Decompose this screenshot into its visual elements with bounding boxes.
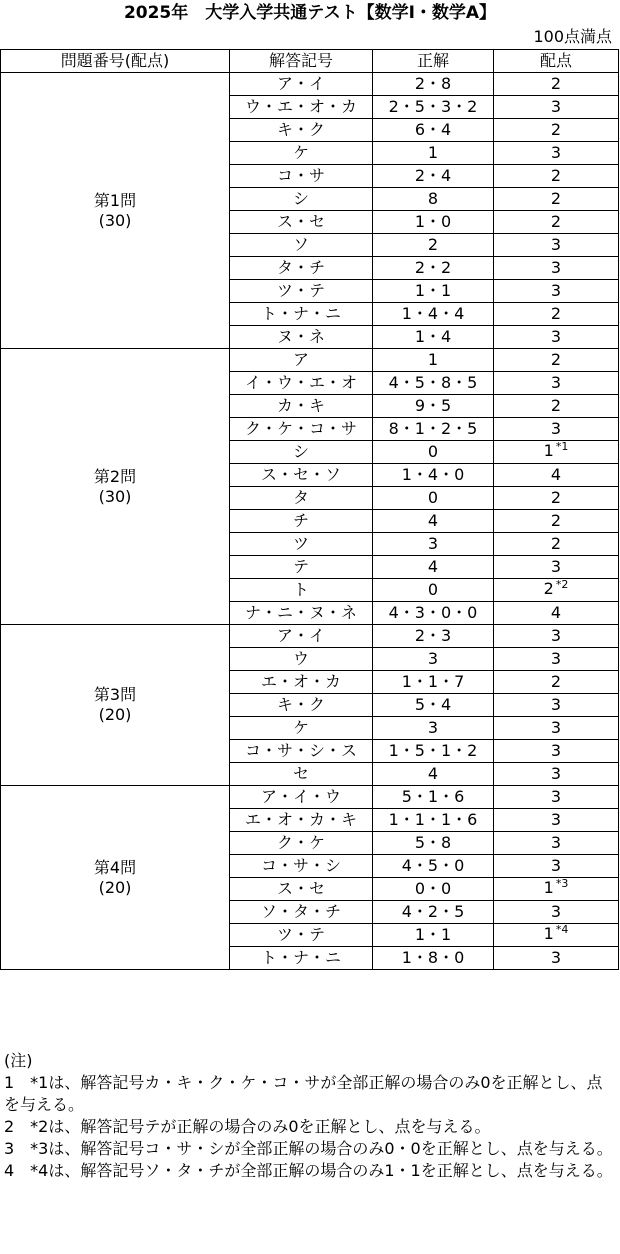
points-cell — [494, 464, 619, 487]
correct-answer-cell: 0 — [373, 441, 494, 464]
header-row — [1, 50, 619, 73]
points-cell — [494, 648, 619, 671]
correct-answer-cell: 2・4 — [373, 165, 494, 188]
correct-answer-cell: 6・4 — [373, 119, 494, 142]
correct-answer-cell: 2・3 — [373, 625, 494, 648]
correct-answer-cell: 2・5・3・2 — [373, 96, 494, 119]
points-value: 3 — [550, 97, 562, 116]
points-cell — [494, 165, 619, 188]
points-value: 3 — [550, 281, 562, 300]
full-score-label: 100点満点 — [533, 27, 612, 46]
header-points: 配点 — [494, 50, 619, 73]
points-value: 2 — [550, 511, 562, 530]
correct-answer-cell: 0 — [373, 487, 494, 510]
points-cell — [494, 119, 619, 142]
footnote-marker: *3 — [555, 877, 569, 890]
correct-answer-cell: 4・2・5 — [373, 901, 494, 924]
answer-symbol-cell: ア・イ・ウ — [230, 786, 373, 809]
correct-answer-cell: 8・1・2・5 — [373, 418, 494, 441]
header-question: 問題番号(配点) — [1, 50, 230, 73]
footnote-marker: *1 — [555, 440, 569, 453]
points-cell — [494, 579, 619, 602]
correct-answer-cell: 4 — [373, 510, 494, 533]
answer-symbol-cell: キ・ク — [230, 694, 373, 717]
points-value: 3 — [550, 258, 562, 277]
points-cell — [494, 96, 619, 119]
question-label: 第3問 — [93, 685, 137, 704]
question-label: 第1問 — [93, 190, 137, 210]
footnote-marker: *4 — [555, 923, 569, 936]
answer-symbol-cell: ト・ナ・ニ — [230, 947, 373, 970]
answer-symbol-cell: コ・サ・シ — [230, 855, 373, 878]
question-cell — [1, 786, 230, 970]
correct-answer-cell: 1・1 — [373, 280, 494, 303]
correct-answer-cell: 1 — [373, 349, 494, 372]
points-cell — [494, 188, 619, 211]
points-cell — [494, 142, 619, 165]
points-value: 2 — [550, 189, 562, 208]
correct-answer-cell: 1・5・1・2 — [373, 740, 494, 763]
answer-symbol-cell: ク・ケ — [230, 832, 373, 855]
points-cell — [494, 832, 619, 855]
footnote-marker: *2 — [555, 578, 569, 591]
points-cell — [494, 234, 619, 257]
correct-answer-cell: 2 — [373, 234, 494, 257]
answer-symbol-cell: ア・イ — [230, 625, 373, 648]
correct-answer-cell: 1・0 — [373, 211, 494, 234]
answer-symbol-cell: ウ — [230, 648, 373, 671]
question-points: (20) — [98, 705, 132, 724]
question-cell — [1, 625, 230, 786]
points-cell — [494, 809, 619, 832]
answer-key-body — [1, 73, 619, 970]
table-row — [1, 349, 619, 372]
points-value: 4 — [550, 465, 562, 484]
question-cell — [1, 73, 230, 349]
correct-answer-cell: 1・1 — [373, 924, 494, 947]
answer-symbol-cell: ツ・テ — [230, 280, 373, 303]
answer-symbol-cell: エ・オ・カ・キ — [230, 809, 373, 832]
points-cell — [494, 671, 619, 694]
points-cell — [494, 211, 619, 234]
points-cell — [494, 326, 619, 349]
points-cell — [494, 602, 619, 625]
answer-symbol-cell: ス・セ — [230, 878, 373, 901]
points-cell — [494, 878, 619, 901]
correct-answer-cell: 5・1・6 — [373, 786, 494, 809]
correct-answer-cell: 8 — [373, 188, 494, 211]
notes-heading: (注) — [4, 1051, 33, 1070]
points-value: 2 — [550, 166, 562, 185]
answer-symbol-cell: コ・サ・シ・ス — [230, 740, 373, 763]
correct-answer-cell: 1・4・4 — [373, 303, 494, 326]
points-value: 3 — [550, 787, 562, 806]
points-cell — [494, 786, 619, 809]
note-item-4: 4 *4は、解答記号ソ・タ・チが全部正解の場合のみ1・1を正解とし、点を与える。 — [4, 1161, 613, 1180]
points-value: 3 — [550, 741, 562, 760]
points-value: 3 — [550, 948, 562, 967]
points-value: 1 — [543, 441, 554, 460]
points-value: 3 — [550, 695, 562, 714]
note-item-3: 3 *3は、解答記号コ・サ・シが全部正解の場合のみ0・0を正解とし、点を与える。 — [4, 1139, 613, 1158]
points-cell — [494, 763, 619, 786]
points-value: 2 — [543, 579, 554, 598]
points-value: 3 — [550, 649, 562, 668]
points-value: 2 — [550, 304, 562, 323]
points-cell — [494, 372, 619, 395]
answer-symbol-cell: ア・イ — [230, 73, 373, 96]
answer-symbol-cell: シ — [230, 441, 373, 464]
points-cell — [494, 349, 619, 372]
correct-answer-cell: 4・3・0・0 — [373, 602, 494, 625]
points-value: 3 — [550, 235, 562, 254]
table-row — [1, 625, 619, 648]
points-cell — [494, 740, 619, 763]
correct-answer-cell: 1・4・0 — [373, 464, 494, 487]
points-cell — [494, 510, 619, 533]
correct-answer-cell: 1・4 — [373, 326, 494, 349]
correct-answer-cell: 5・4 — [373, 694, 494, 717]
correct-answer-cell: 9・5 — [373, 395, 494, 418]
answer-symbol-cell: ヌ・ネ — [230, 326, 373, 349]
answer-symbol-cell: セ — [230, 763, 373, 786]
correct-answer-cell: 1・1・7 — [373, 671, 494, 694]
points-value: 3 — [550, 833, 562, 852]
answer-symbol-cell: ソ・タ・チ — [230, 901, 373, 924]
answer-symbol-cell: イ・ウ・エ・オ — [230, 372, 373, 395]
correct-answer-cell: 3 — [373, 717, 494, 740]
points-cell — [494, 855, 619, 878]
points-cell — [494, 901, 619, 924]
correct-answer-cell: 4 — [373, 556, 494, 579]
points-value: 2 — [550, 74, 562, 93]
points-value: 3 — [550, 764, 562, 783]
answer-key-table — [0, 49, 619, 970]
points-cell — [494, 395, 619, 418]
question-points: (30) — [98, 210, 132, 230]
points-value: 3 — [550, 626, 562, 645]
answer-symbol-cell: ツ — [230, 533, 373, 556]
points-cell — [494, 280, 619, 303]
correct-answer-cell: 0・0 — [373, 878, 494, 901]
question-label: 第2問 — [93, 466, 137, 486]
correct-answer-cell: 4・5・8・5 — [373, 372, 494, 395]
points-value: 2 — [550, 350, 562, 369]
points-cell — [494, 487, 619, 510]
answer-symbol-cell: タ・チ — [230, 257, 373, 280]
points-value: 3 — [550, 856, 562, 875]
correct-answer-cell: 1 — [373, 142, 494, 165]
notes-section — [4, 1050, 614, 1182]
answer-symbol-cell: エ・オ・カ — [230, 671, 373, 694]
answer-symbol-cell: タ — [230, 487, 373, 510]
header-symbol: 解答記号 — [230, 50, 373, 73]
answer-symbol-cell: ト・ナ・ニ — [230, 303, 373, 326]
header-answer: 正解 — [373, 50, 494, 73]
note-item-1: 1 *1は、解答記号カ・キ・ク・ケ・コ・サが全部正解の場合のみ0を正解とし、点を与える。 — [4, 1073, 603, 1114]
points-cell — [494, 418, 619, 441]
correct-answer-cell: 1・8・0 — [373, 947, 494, 970]
points-cell — [494, 717, 619, 740]
page-title: 2025年 大学入学共通テスト【数学Ⅰ・数学A】 — [123, 3, 497, 23]
points-value: 4 — [550, 603, 562, 622]
answer-symbol-cell: ク・ケ・コ・サ — [230, 418, 373, 441]
points-value: 3 — [550, 557, 562, 576]
answer-symbol-cell: キ・ク — [230, 119, 373, 142]
correct-answer-cell: 5・8 — [373, 832, 494, 855]
points-value: 3 — [550, 419, 562, 438]
answer-symbol-cell: シ — [230, 188, 373, 211]
correct-answer-cell: 3 — [373, 648, 494, 671]
points-cell — [494, 694, 619, 717]
question-cell — [1, 349, 230, 625]
points-cell — [494, 73, 619, 96]
points-cell — [494, 257, 619, 280]
points-value: 3 — [550, 373, 562, 392]
points-cell — [494, 556, 619, 579]
points-value: 2 — [550, 534, 562, 553]
correct-answer-cell: 0 — [373, 579, 494, 602]
answer-symbol-cell: ウ・エ・オ・カ — [230, 96, 373, 119]
table-row — [1, 786, 619, 809]
points-value: 1 — [543, 878, 554, 897]
answer-symbol-cell: ス・セ・ソ — [230, 464, 373, 487]
points-cell — [494, 441, 619, 464]
correct-answer-cell: 3 — [373, 533, 494, 556]
points-value: 3 — [550, 810, 562, 829]
correct-answer-cell: 4・5・0 — [373, 855, 494, 878]
answer-symbol-cell: ソ — [230, 234, 373, 257]
points-value: 1 — [543, 924, 554, 943]
answer-symbol-cell: ケ — [230, 142, 373, 165]
points-value: 2 — [550, 672, 562, 691]
answer-symbol-cell: カ・キ — [230, 395, 373, 418]
correct-answer-cell: 2・2 — [373, 257, 494, 280]
answer-symbol-cell: テ — [230, 556, 373, 579]
points-value: 3 — [550, 902, 562, 921]
question-points: (20) — [98, 877, 132, 897]
answer-symbol-cell: ケ — [230, 717, 373, 740]
answer-symbol-cell: ス・セ — [230, 211, 373, 234]
answer-symbol-cell: ア — [230, 349, 373, 372]
points-cell — [494, 533, 619, 556]
correct-answer-cell: 4 — [373, 763, 494, 786]
answer-symbol-cell: ナ・ニ・ヌ・ネ — [230, 602, 373, 625]
points-value: 2 — [550, 396, 562, 415]
table-row — [1, 73, 619, 96]
question-points: (30) — [98, 486, 132, 506]
answer-symbol-cell: チ — [230, 510, 373, 533]
points-value: 2 — [550, 488, 562, 507]
points-value: 2 — [550, 120, 562, 139]
points-value: 3 — [550, 143, 562, 162]
correct-answer-cell: 1・1・1・6 — [373, 809, 494, 832]
points-value: 3 — [550, 327, 562, 346]
points-cell — [494, 625, 619, 648]
question-label: 第4問 — [93, 857, 137, 877]
points-value: 2 — [550, 212, 562, 231]
points-cell — [494, 924, 619, 947]
note-item-2: 2 *2は、解答記号テが正解の場合のみ0を正解とし、点を与える。 — [4, 1117, 491, 1136]
answer-symbol-cell: ツ・テ — [230, 924, 373, 947]
points-cell — [494, 947, 619, 970]
points-cell — [494, 303, 619, 326]
correct-answer-cell: 2・8 — [373, 73, 494, 96]
points-value: 3 — [550, 718, 562, 737]
answer-symbol-cell: コ・サ — [230, 165, 373, 188]
answer-symbol-cell: ト — [230, 579, 373, 602]
